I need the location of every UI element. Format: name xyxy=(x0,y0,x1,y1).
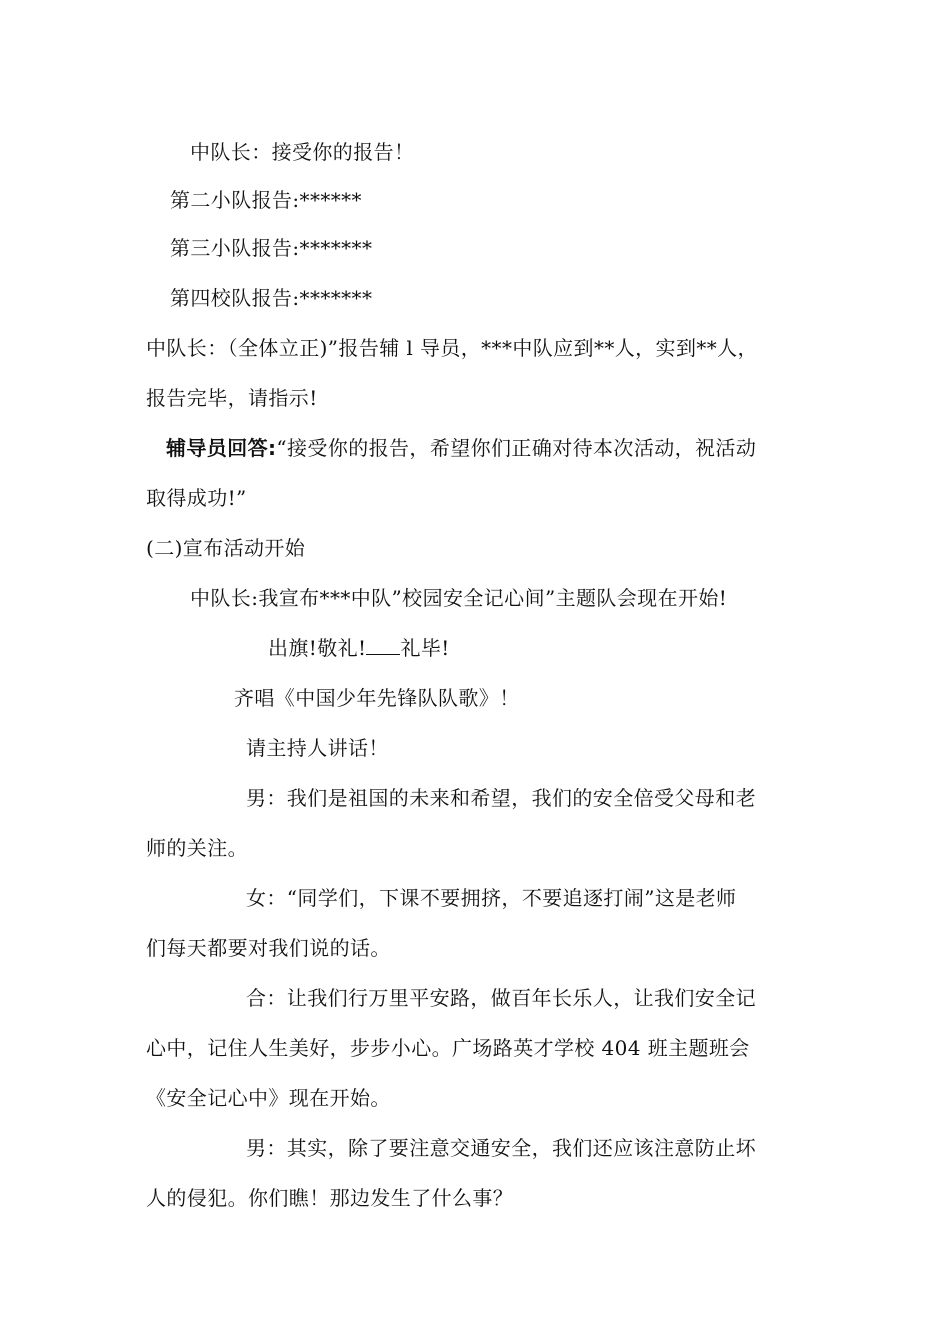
text-line: 人的侵犯。你们瞧！那边发生了什么事？ xyxy=(146,1186,514,1210)
text-line: 中队长:我宣布***中队”校园安全记心间”主题队会现在开始! xyxy=(190,586,728,610)
text-line: 中队长：（全体立正)”报告辅 l 导员，***中队应到**人，实到**人， xyxy=(146,336,758,360)
text-line: 合：让我们行万里平安路，做百年长乐人，让我们安全记 xyxy=(246,986,756,1010)
counselor-line xyxy=(166,436,756,460)
counselor-reply: “接受你的报告，希望你们正确对待本次活动，祝活动 xyxy=(276,436,757,460)
flag-text: 出旗!敬礼! xyxy=(268,636,367,660)
counselor-label: 辅导员回答: xyxy=(166,436,277,460)
text-line: 男：其实，除了要注意交通安全，我们还应该注意防止坏 xyxy=(246,1136,756,1160)
blank-underline xyxy=(366,636,400,655)
text-line: 心中，记住人生美好，步步小心。广场路英才学校 404 班主题班会 xyxy=(146,1036,750,1060)
salute-end-text: 礼毕! xyxy=(400,636,450,660)
text-line: 师的关注。 xyxy=(146,836,248,860)
text-line: 《安全记心中》现在开始。 xyxy=(146,1086,391,1110)
flag-line xyxy=(268,636,450,660)
text-line: 取得成功!” xyxy=(146,486,247,510)
text-line: 们每天都要对我们说的话。 xyxy=(146,936,391,960)
text-line: 男：我们是祖国的未来和希望，我们的安全倍受父母和老 xyxy=(246,786,756,810)
section-heading: (二)宣布活动开始 xyxy=(146,536,306,560)
text-line: 请主持人讲话！ xyxy=(246,736,389,760)
text-line: 第二小队报告:****** xyxy=(170,188,362,212)
text-line: 第三小队报告:******* xyxy=(170,236,373,260)
text-line: 中队长：接受你的报告！ xyxy=(190,140,415,164)
text-line: 报告完毕，请指示! xyxy=(146,386,318,410)
text-line: 女：“同学们，下课不要拥挤，不要追逐打闹”这是老师 xyxy=(246,886,737,910)
text-line: 第四校队报告:******* xyxy=(170,286,373,310)
text-line: 齐唱《中国少年先锋队队歌》！ xyxy=(234,686,520,710)
